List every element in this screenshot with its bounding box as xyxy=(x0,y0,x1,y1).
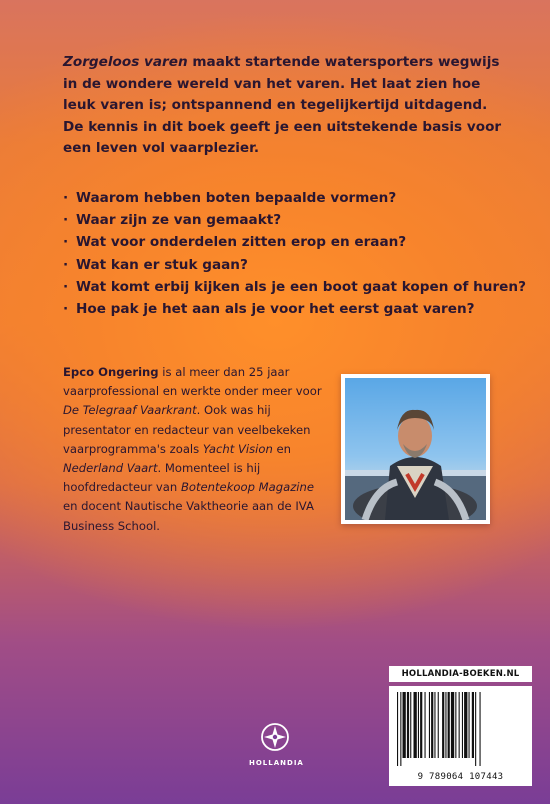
barcode-bar xyxy=(445,692,446,758)
bullet: · xyxy=(63,278,69,295)
barcode-bar xyxy=(410,692,411,758)
isbn-number: 9 789064 107443 xyxy=(417,772,504,782)
barcode-bar xyxy=(407,692,409,758)
author-name: Epco Ongering xyxy=(63,365,159,379)
author-photo xyxy=(341,374,490,524)
barcode-area xyxy=(389,666,532,786)
barcode-bar xyxy=(425,692,426,758)
bullet: · xyxy=(63,301,69,318)
barcode-bar xyxy=(418,692,419,758)
list-item: · Waar zijn ze van gemaakt? xyxy=(63,209,533,231)
intro-text: maakt startende watersporters wegwijs in de wondere wereld van het varen. Het laat zien hoe leuk varen is; ontspannend en tegelijkertijd uitdagend. De kennis in dit boek geeft je een uitstekende basis voor een leven vol vaarplezier. xyxy=(63,54,502,157)
barcode-bar xyxy=(480,692,481,766)
barcode-bar xyxy=(442,692,444,758)
barcode-bar xyxy=(397,692,398,766)
barcode-bar xyxy=(403,692,406,758)
barcode-bar xyxy=(429,692,430,758)
list-item: · Wat voor onderdelen zitten erop en eraan? xyxy=(63,231,533,253)
barcode-bar xyxy=(464,692,467,758)
barcode xyxy=(389,686,532,786)
barcode-bar xyxy=(462,692,463,758)
barcode-bar xyxy=(448,692,450,758)
publisher-name: HOLLANDIA xyxy=(249,759,304,767)
barcode-bar xyxy=(400,692,401,766)
list-item: · Hoe pak je het aan als je voor het eerst gaat varen? xyxy=(63,298,533,320)
bullet: · xyxy=(63,190,69,206)
barcode-bar xyxy=(455,692,456,758)
list-item: · Waarom hebben boten bepaalde vormen? xyxy=(63,187,533,209)
bullet: · xyxy=(63,234,69,251)
barcode-bar xyxy=(469,692,470,758)
bullet: · xyxy=(63,212,69,229)
barcode-bar xyxy=(475,692,476,766)
question-list xyxy=(63,187,533,320)
barcode-bar xyxy=(459,692,460,758)
list-item: · Wat komt erbij kijken als je een boot gaat kopen of huren? xyxy=(63,276,533,298)
compass-rose-icon xyxy=(260,722,290,752)
intro-paragraph xyxy=(63,52,503,160)
author-bio: Epco Ongering is al meer dan 25 jaar vaarprofessional en werkte onder meer voor De Telegraaf Vaarkrant. Ook was hij presentator en redacteur van veelbekeken vaarprogramma's zoals Yacht Vision en Nederland Vaart. Momenteel is hij hoofdredacteur van Botentekoop Magazine en docent Nautische Vaktheorie aan de IVA Business School. xyxy=(63,365,322,533)
barcode-bar xyxy=(414,692,417,758)
list-item: · Wat kan er stuk gaan? xyxy=(63,254,533,276)
barcode-bar xyxy=(438,692,439,758)
barcode-bar xyxy=(451,692,454,758)
barcode-bar xyxy=(431,692,433,758)
publisher-logo xyxy=(249,722,304,767)
publisher-url: HOLLANDIA-BOEKEN.NL xyxy=(389,666,532,682)
barcode-bar xyxy=(420,692,422,758)
book-title: Zorgeloos varen xyxy=(63,54,188,70)
barcode-bars-icon xyxy=(397,692,524,766)
author-photo-illustration xyxy=(345,378,486,520)
barcode-bar xyxy=(472,692,474,758)
barcode-bar xyxy=(434,692,435,758)
bullet: · xyxy=(63,256,69,273)
